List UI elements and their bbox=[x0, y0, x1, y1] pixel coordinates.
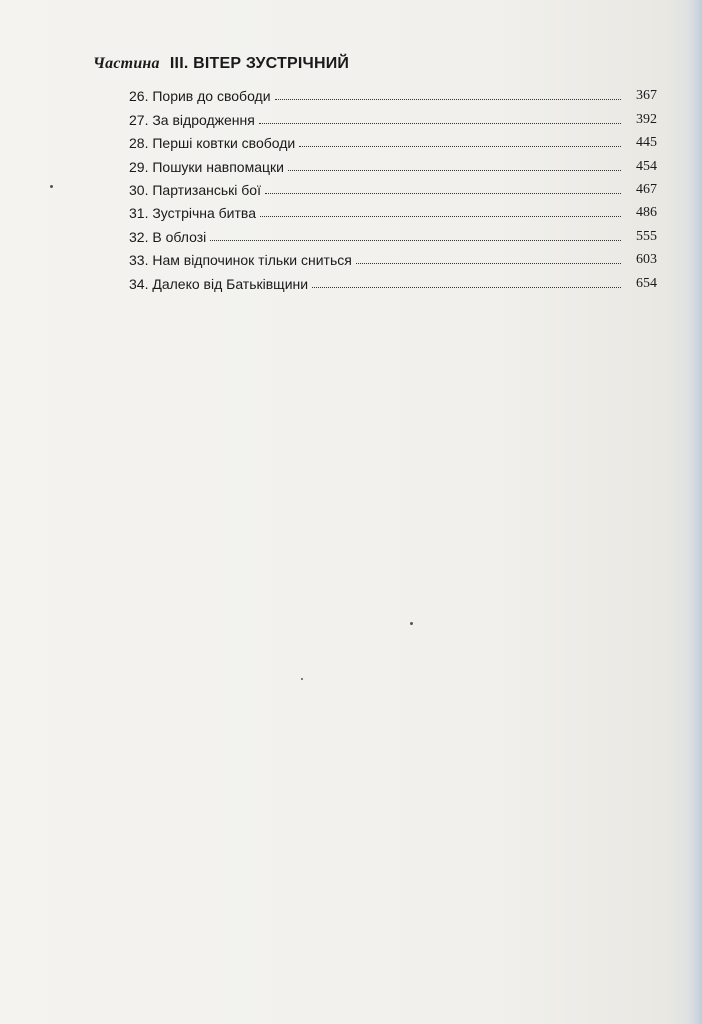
paper-speck bbox=[301, 678, 303, 680]
dot-leader bbox=[312, 286, 621, 288]
dot-leader bbox=[356, 262, 621, 264]
part-label: Частина bbox=[93, 55, 160, 72]
toc-entry bbox=[129, 175, 657, 198]
table-of-contents bbox=[129, 81, 657, 292]
dot-leader bbox=[265, 192, 621, 194]
paper-speck bbox=[50, 185, 53, 188]
toc-entry bbox=[129, 128, 657, 151]
toc-entry-title: 32. В облозі bbox=[129, 228, 207, 245]
toc-entry-page: 445 bbox=[636, 135, 657, 151]
dot-leader bbox=[275, 98, 621, 100]
toc-entry bbox=[129, 268, 657, 291]
toc-entry bbox=[129, 198, 657, 221]
dot-leader bbox=[210, 239, 621, 241]
toc-entry bbox=[129, 104, 657, 127]
toc-entry-page: 467 bbox=[636, 181, 657, 197]
toc-entry-title: 28. Перші ковтки свободи bbox=[129, 135, 296, 152]
toc-entry-page: 555 bbox=[636, 228, 657, 244]
dot-leader bbox=[299, 145, 621, 147]
toc-entry-page: 454 bbox=[636, 158, 657, 174]
toc-entry-title: 30. Партизанські бої bbox=[129, 181, 261, 198]
show-through-text bbox=[90, 290, 650, 910]
toc-entry-page: 603 bbox=[636, 252, 657, 268]
toc-entry-title: 34. Далеко від Батьківщини bbox=[129, 275, 309, 292]
toc-entry bbox=[129, 81, 657, 104]
toc-entry-title: 29. Пошуки навпомацки bbox=[129, 158, 284, 175]
toc-entry bbox=[129, 221, 657, 244]
dot-leader bbox=[259, 122, 621, 124]
toc-entry-page: 486 bbox=[636, 205, 657, 221]
toc-entry-page: 367 bbox=[636, 88, 657, 104]
toc-entry-title: 31. Зустрічна битва bbox=[129, 205, 256, 222]
part-heading bbox=[93, 55, 349, 73]
part-title: III. ВІТЕР ЗУСТРІЧНИЙ bbox=[169, 55, 350, 72]
toc-entry-title: 27. За відродження bbox=[129, 111, 255, 128]
dot-leader bbox=[288, 169, 621, 171]
paper-speck bbox=[410, 622, 413, 625]
toc-entry-title: 33. Нам відпочинок тільки сниться bbox=[129, 252, 352, 269]
dot-leader bbox=[260, 215, 621, 217]
page-edge bbox=[688, 0, 702, 1024]
toc-entry-page: 654 bbox=[636, 275, 657, 291]
toc-entry bbox=[129, 151, 657, 174]
toc-entry bbox=[129, 245, 657, 268]
toc-entry-page: 392 bbox=[636, 111, 657, 127]
toc-entry-title: 26. Порив до свободи bbox=[129, 88, 271, 105]
